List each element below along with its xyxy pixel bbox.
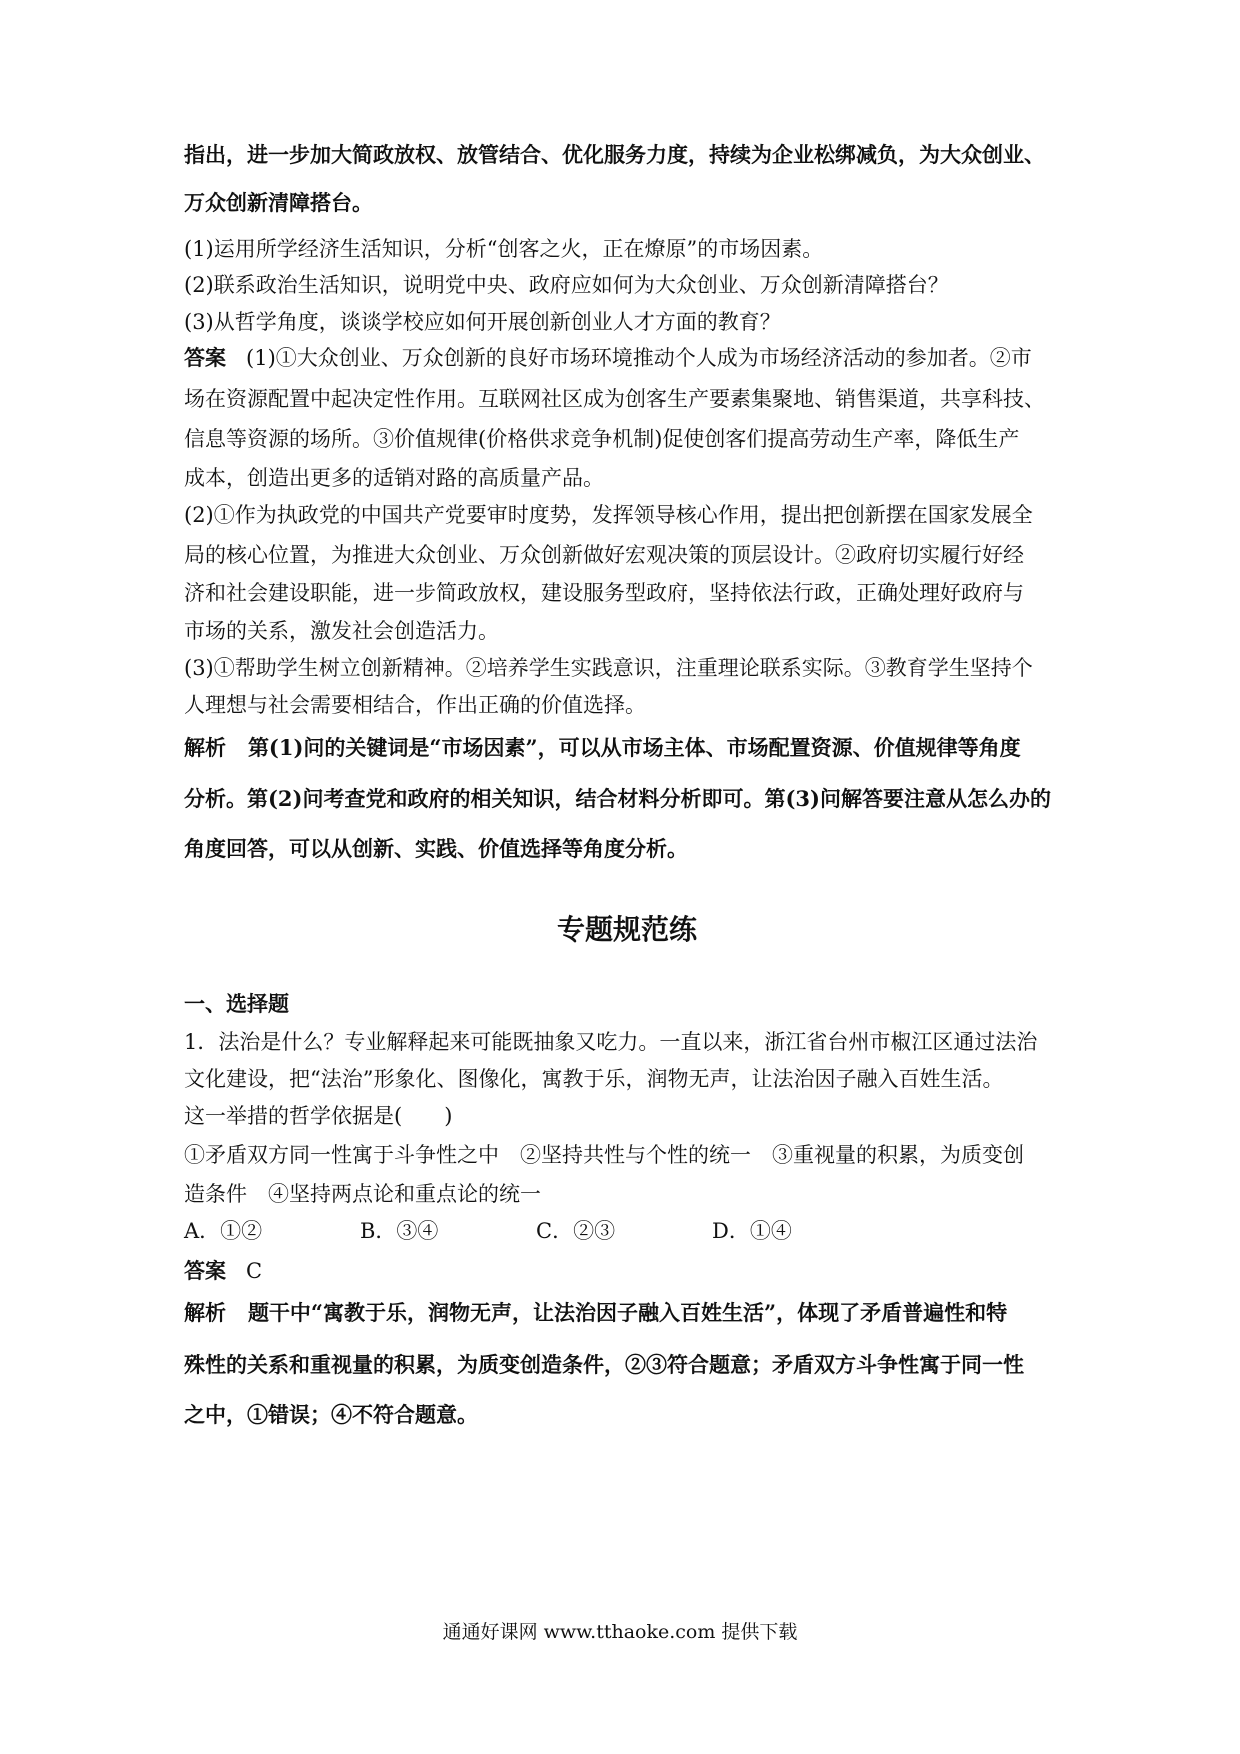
analysis-line-1 bbox=[184, 733, 1070, 763]
q1-answer bbox=[184, 1256, 1070, 1286]
analysis-line-3: 角度回答，可以从创新、实践、价值选择等角度分析。 bbox=[184, 836, 688, 861]
analysis-text: 第(1)问的关键词是“市场因素”，可以从市场主体、市场配置资源、价值规律等角度 bbox=[247, 735, 1021, 760]
analysis-line-2: 分析。第(2)问考查党和政府的相关知识，结合材料分析即可。第(3)问解答要注意从怎么办的 bbox=[184, 786, 1051, 811]
q1-analysis-label: 解析 bbox=[184, 1300, 226, 1325]
material-line-1: 指出，进一步加大简政放权、放管结合、优化服务力度，持续为企业松绑减负，为大众创业、 bbox=[184, 142, 1045, 167]
analysis-label: 解析 bbox=[184, 735, 226, 760]
page-footer: 通通好课网 www.tthaoke.com 提供下载 bbox=[442, 1621, 798, 1643]
q1-answer-value: C bbox=[246, 1259, 263, 1283]
material-line-2: 万众创新清障搭台。 bbox=[184, 190, 373, 215]
answer-line-8: 市场的关系，激发社会创造活力。 bbox=[184, 619, 499, 643]
q1-analysis-line-3: 之中，①错误；④不符合题意。 bbox=[184, 1402, 478, 1427]
q1-stem-line-2: 文化建设，把“法治”形象化、图像化，寓教于乐，润物无声，让法治因子融入百姓生活。 bbox=[184, 1067, 1004, 1091]
subsection-heading: 一、选择题 bbox=[184, 991, 289, 1016]
option-c: C．②③ bbox=[536, 1219, 616, 1243]
answer-line-2: 场在资源配置中起决定性作用。互联网社区成为创客生产要素集聚地、销售渠道，共享科技、 bbox=[184, 387, 1045, 411]
answer-text: (1)①大众创业、万众创新的良好市场环境推动个人成为市场经济活动的参加者。②市 bbox=[246, 346, 1032, 370]
answer-line-4: 成本，创造出更多的适销对路的高质量产品。 bbox=[184, 466, 604, 490]
q1-items-line-2: 造条件 ④坚持两点论和重点论的统一 bbox=[184, 1182, 541, 1206]
q1-analysis-text: 题干中“寓教于乐，润物无声，让法治因子融入百姓生活”，体现了矛盾普遍性和特 bbox=[247, 1300, 1008, 1325]
answer-line-6: 局的核心位置，为推进大众创业、万众创新做好宏观决策的顶层设计。②政府切实履行好经 bbox=[184, 543, 1024, 567]
answer-line-10: 人理想与社会需要相结合，作出正确的价值选择。 bbox=[184, 693, 646, 717]
option-a: A．①② bbox=[184, 1219, 263, 1243]
answer-line-9: (3)①帮助学生树立创新精神。②培养学生实践意识，注重理论联系实际。③教育学生坚持个 bbox=[184, 656, 1033, 680]
q1-items-line-1: ①矛盾双方同一性寓于斗争性之中 ②坚持共性与个性的统一 ③重视量的积累，为质变创 bbox=[184, 1143, 1024, 1167]
q1-stem-line-3: 这一举措的哲学依据是( ) bbox=[184, 1104, 453, 1128]
q1-answer-label: 答案 bbox=[184, 1258, 226, 1283]
answer-label: 答案 bbox=[184, 345, 226, 370]
question-2: (2)联系政治生活知识，说明党中央、政府应如何为大众创业、万众创新清障搭台？ bbox=[184, 273, 949, 297]
q1-analysis-line-1 bbox=[184, 1298, 1070, 1328]
answer-line-3: 信息等资源的场所。③价值规律(价格供求竞争机制)促使创客们提高劳动生产率，降低生产 bbox=[184, 427, 1020, 451]
q1-stem-line-1: 1．法治是什么？专业解释起来可能既抽象又吃力。一直以来，浙江省台州市椒江区通过法治 bbox=[184, 1030, 1038, 1054]
option-d: D．①④ bbox=[712, 1219, 792, 1243]
option-b: B．③④ bbox=[360, 1219, 439, 1243]
q1-analysis-line-2: 殊性的关系和重视量的积累，为质变创造条件，②③符合题意；矛盾双方斗争性寓于同一性 bbox=[184, 1352, 1024, 1377]
question-3: (3)从哲学角度，谈谈学校应如何开展创新创业人才方面的教育？ bbox=[184, 310, 781, 334]
answer-line-1 bbox=[184, 343, 1070, 373]
answer-line-5: (2)①作为执政党的中国共产党要审时度势，发挥领导核心作用，提出把创新摆在国家发展全 bbox=[184, 503, 1033, 527]
section-title: 专题规范练 bbox=[556, 913, 697, 946]
q1-options bbox=[184, 1216, 1070, 1246]
answer-line-7: 济和社会建设职能，进一步简政放权，建设服务型政府，坚持依法行政，正确处理好政府与 bbox=[184, 581, 1024, 605]
question-1: (1)运用所学经济生活知识，分析“创客之火，正在燎原”的市场因素。 bbox=[184, 237, 824, 261]
